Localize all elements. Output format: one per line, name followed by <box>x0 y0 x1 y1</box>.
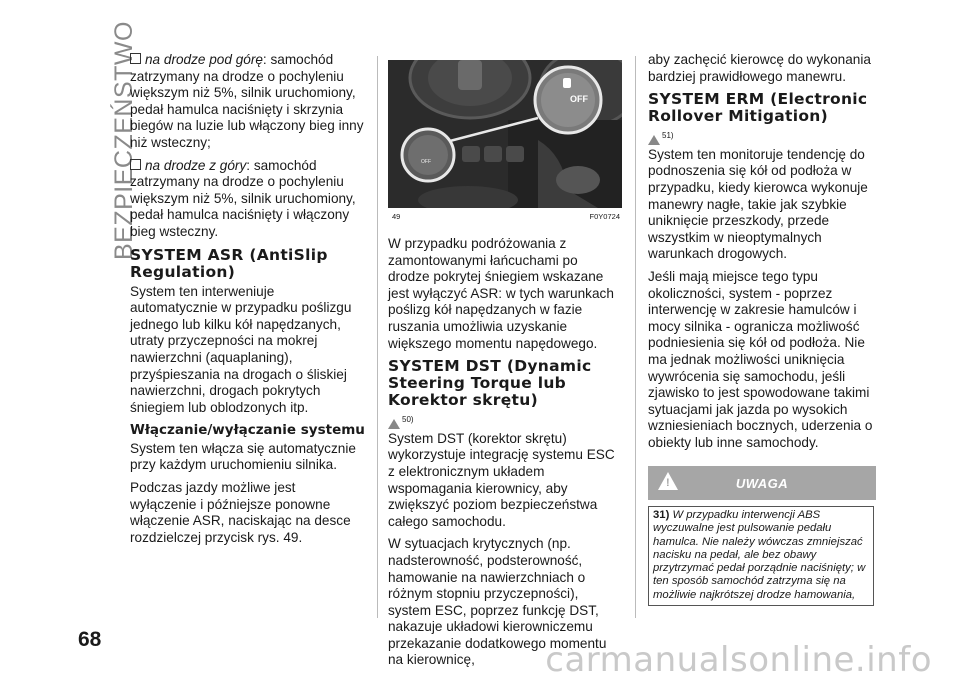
erm-warning-ref: 51) <box>648 128 878 145</box>
section-title-vertical: BEZPIECZEŃSTWO <box>110 21 138 260</box>
dst-text-1: System DST (korektor skrętu) wykorzystuje integrację systemu ESC z elektronicznym układem wspomagania kierownicy, aby zwiększyć poziom bezpieczeństwa całego samochodu. <box>388 430 615 529</box>
off-label-small: OFF <box>421 159 431 165</box>
warning-text: W przypadku interwencji ABS wyczuwalne jest pulsowanie pedału hamulca. Nie należy wówczas zmniejszać nacisku na pedał, ale bez obawy przytrzymać pedał porządnie naciśnięty; w ten sposób samochód zatrzyma się na możliwie najkrótszej drodze hamowania, <box>653 509 866 601</box>
column-divider <box>635 56 636 618</box>
dst-text-2: W sytuacjach krytycznych (np. nadsterowność, podsterowność, hamowanie na nawierzchniach o różnym stopniu przyczepności), system ESC, poprzez funkcję DST, nakazuje układowi kierowniczemu przekazanie dodatkowego momentu na kierownicę, <box>388 536 607 668</box>
chains-text: W przypadku podróżowania z zamontowanymi łańcuchami po drodze pokrytej śniegiem wskazane jest wyłączyć ASR: w tych warunkach poślizg kół napędzanych w fazie ruszania umożliwia uzyskanie większego momentu napędowego. <box>388 236 614 351</box>
asr-text: System ten interweniuje automatycznie w przypadku poślizgu jednego lub kilku kół napędzanych, utraty przyczepności na mokrej nawierzchni (aquaplaning), przyśpieszania na drogach o śliskiej nawierzchni, drogach pokrytych śniegiem lub oblodzonych itp. <box>130 283 352 415</box>
figure-code: F0Y0724 <box>589 212 620 221</box>
column-2 <box>388 236 622 675</box>
dashboard-illustration <box>388 60 622 208</box>
page-number: 68 <box>78 628 102 651</box>
bullet-uphill: na drodze pod górę: samochód zatrzymany na drodze o pochyleniu większym niż 5%, silnik uruchomiony, pedał hamulca naciśnięty i skrzynia biegów na luzie lub włączony bieg inny niż wsteczny; <box>130 52 364 150</box>
onoff-heading: Włączanie/wyłączanie systemu <box>130 422 365 439</box>
checkbox-bullet-icon <box>130 53 141 64</box>
column-1 <box>130 52 365 552</box>
warning-header <box>648 466 876 500</box>
warning-triangle-icon <box>388 419 400 429</box>
warning-triangle-icon <box>648 135 660 145</box>
column-3 <box>648 52 878 457</box>
warning-title: UWAGA <box>735 476 789 491</box>
erm-heading: SYSTEM ERM (Electronic Rollover Mitigation) <box>648 90 868 126</box>
dst-heading: SYSTEM DST (Dynamic Steering Torque lub Korektor skrętu) <box>388 357 592 410</box>
onoff-text-2: Podczas jazdy możliwe jest wyłączenie i późniejsze ponowne włączenie ASR, naciskając na desce rozdzielczej przycisk rys. 49. <box>130 480 351 545</box>
warning-body <box>648 506 874 606</box>
warning-icon: ! <box>658 472 678 490</box>
off-label-zoom: OFF <box>570 94 588 104</box>
erm-text-2: Jeśli mają miejsce tego typu okoliczności, system - poprzez interwencję w zakresie hamulców i mocy silnika - ogranicza możliwość podniesienia się kół od podłoża. Nie ma jednak możliwości uniknięcia wywrócenia się samochodu, jeśli zjawisko to jest spowodowane takimi sytuacjami jak jazda po wysokich wzniesieniach bocznych, uderzenia o obiekty lub inne samochody. <box>648 268 873 450</box>
erm-text-1: System ten monitoruje tendencję do podnoszenia się kół od podłoża w przypadku, kiedy kierowca wykonuje manewry nagłe, takie jak szybkie uniknięcie przeszkody, przede wszystkim w nieoptymalnych warunkach drogowych. <box>648 146 868 262</box>
onoff-text-1: System ten włącza się automatycznie przy każdym uruchomieniu silnika. <box>130 440 356 473</box>
warning-number: 31) <box>653 509 670 521</box>
continuation-text: aby zachęcić kierowcę do wykonania bardziej prawidłowego manewru. <box>648 52 871 84</box>
checkbox-bullet-icon <box>130 159 141 170</box>
bullet-downhill: na drodze z góry: samochód zatrzymany na drodze o pochyleniu większym niż 5%, silnik uruchomiony, pedał hamulca naciśnięty i włączony bieg wsteczny. <box>130 157 356 239</box>
asr-heading: SYSTEM ASR (AntiSlip Regulation) <box>130 245 328 281</box>
figure-number: 49 <box>392 212 401 221</box>
dst-warning-ref: 50) <box>388 412 622 429</box>
figure-asr-button-photo <box>388 60 622 208</box>
column-divider <box>377 56 378 618</box>
watermark: carmanualsonline.info <box>545 640 932 680</box>
